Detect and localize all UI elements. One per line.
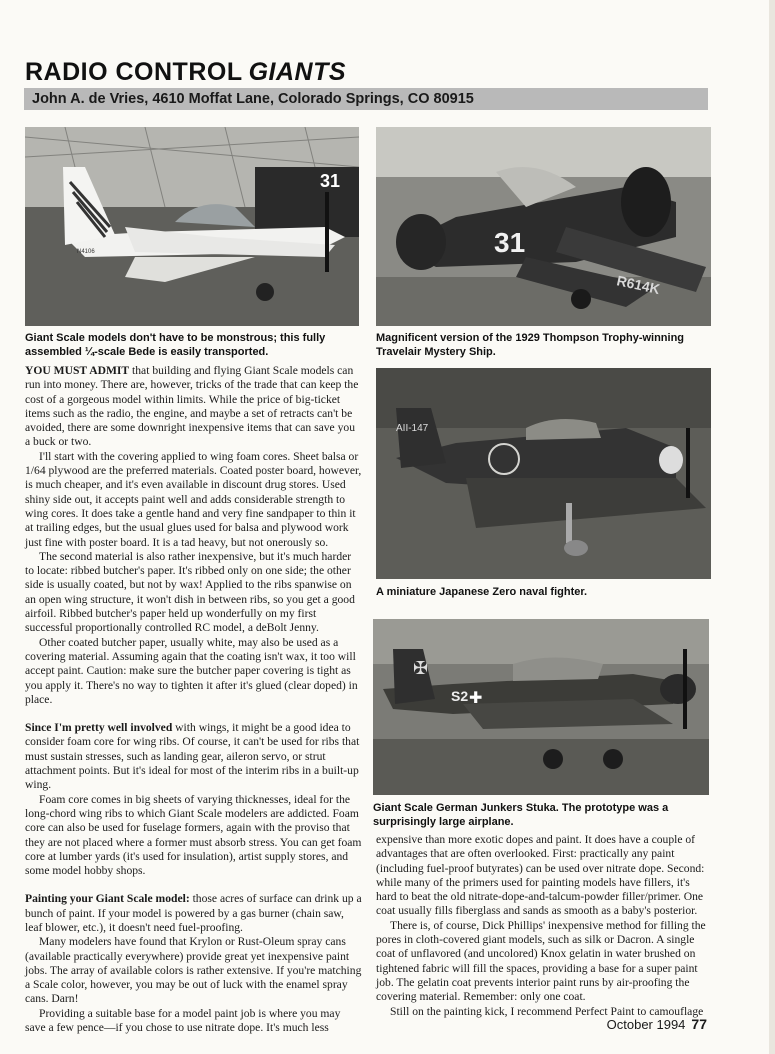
para-butcher-paper: The second material is also rather inexpensive, but it's much harder to locate: ribbed butcher's paper. It's ribbed only on one side; the other side is usually coated, but not by wax! Applied to the ribs spanwise on an open wing structure, it won't dish in between ribs, so you get a good airfoil. Ribbed butcher's paper held up wonderfully on my first successful proportionally controlled RC model, a deBolt Jenny.	[25, 549, 355, 635]
page-edge	[769, 0, 775, 1054]
caption-mystery-ship: Magnificent version of the 1929 Thompson Trophy-winning Travelair Mystery Ship.	[376, 332, 685, 358]
para-painting	[25, 892, 362, 935]
title-main: RADIO CONTROL	[25, 58, 243, 86]
article-right-column	[376, 833, 713, 1019]
caption-stuka: Giant Scale German Junkers Stuka. The prototype was a surprisingly large airplane.	[373, 802, 669, 828]
photo-mystery-ship	[376, 127, 711, 326]
para-wings-lead: Since I'm pretty well involved	[25, 721, 173, 735]
title-italic: GIANTS	[248, 58, 347, 86]
photo-bede-marking-reg: N4106	[77, 249, 95, 255]
photo-stuka-marking: S2	[451, 688, 469, 704]
page-title	[25, 58, 346, 87]
photo-mystery-marking-reg: R614K	[615, 272, 662, 297]
caption-bede: Giant Scale models don't have to be monstrous; this fully assembled ¼-scale Bede is easily transported.	[25, 332, 326, 358]
photo-bede	[25, 127, 359, 326]
caption-zero: A miniature Japanese Zero naval fighter.	[376, 586, 588, 598]
author-byline: John A. de Vries, 4610 Moffat Lane, Colorado Springs, CO 80915	[24, 88, 708, 110]
photo-stuka	[373, 619, 709, 795]
photo-stuka-cross: ✚	[469, 688, 483, 707]
photo-zero	[376, 368, 711, 579]
page-number: 77	[691, 1016, 707, 1032]
para-perfect-paint: Still on the painting kick, I recommend Perfect Paint to camouflage	[390, 1004, 704, 1018]
issue-date: October 1994	[606, 1017, 686, 1032]
para-spray-cans: Many modelers have found that Krylon or Rust-Oleum spray cans (available practically everywhere) provide great yet inexpensive paint jobs. The array of available colors is rather extensive. If you're matching a Scale color, however, you may be out of luck with the enamel spray cans. Darn!	[25, 935, 362, 1006]
photo-zero-marking: AII-147	[396, 423, 429, 434]
photo-mystery-marking-31: 31	[494, 227, 526, 258]
para-nitrate-dope: Providing a suitable base for a model paint job is where you may save a few pence—if you chose to use nitrate dope. It's much less	[25, 1006, 341, 1035]
article-left-column	[25, 364, 362, 1035]
para-wings-text: with wings, it might be a good idea to consider foam core for wing ribs. Of course, it can't be used for ribs that must sustain stresses, such as landing gear, aileron servo, or strut attachment points. But it's ideal for most of the interim ribs in a built-up wing.	[25, 721, 360, 792]
para-dope-advantages: expensive than more exotic dopes and paint. It does have a couple of advantages that are often overlooked. First: practically any paint (including fuel-proof butyrates) can be used over nitrate dope. Second: while many of the primers used for painting models have fillers, it's hard to beat the old nitrate-dope-and-talcum-powder filler/primer. One coat usually fills fiberglass and sands as smooth as a baby's posterior.	[376, 833, 705, 918]
para-painting-text: those acres of surface can drink up a bunch of paint. If your model is powered by a gas burner (chain saw, leaf blower, etc.), it doesn't need fuel-proofing.	[25, 892, 362, 934]
para-wings	[25, 721, 362, 792]
para-intro	[25, 364, 362, 450]
para-intro-text: that building and flying Giant Scale models can run into money. There are, however, tricks of the trade that can keep the cost of a gorgeous model within limits. While the price of big-ticket items such as the radio, the engine, and maybe a set of retracts can't be avoided, there are some downright inexpensive items that can save you a buck or two.	[25, 364, 359, 449]
para-foam-core: Foam core comes in big sheets of varying thicknesses, ideal for the long-chord wing ribs to which Giant Scale modelers are addicted. Foam core can also be used for fuselage formers, again with the proviso that they are not placed where a former must absorb stress. You can get foam core at lumber yards (it's used for insulation), artist supply stores, and some model hobby shops.	[25, 792, 362, 878]
para-coated-paper: Other coated butcher paper, usually white, may also be used as a covering material. Assuming again that the coating isn't wax, it too will accept paint. Caution: make sure the butcher paper covering is tight as you apply it. There's no way to tighten it after it's glued (clear doped) in place.	[25, 635, 358, 706]
para-painting-lead: Painting your Giant Scale model:	[25, 892, 190, 906]
photo-stuka-swastika: ✠	[413, 658, 429, 679]
para-poster-board: I'll start with the covering applied to wing foam cores. Sheet balsa or 1/64 plywood are the preferred materials. Coated poster board, however, is much cheaper, and it's even available in discount drug stores. Used shiny side out, it accepts paint well and adds considerable strength to wing cores. It does take a gentle hand and very fine sandpaper to thin it at trailing edges, but the usual glues used for balsa and plywood work just fine with poster board. It is a tad heavy, but not onerously so.	[25, 449, 362, 549]
para-intro-lead: YOU MUST ADMIT	[25, 364, 130, 377]
para-gelatin: There is, of course, Dick Phillips' inexpensive method for filling the pores in cloth-covered giant models, such as silk or Dacron. A single coat of unflavored (and uncolored) Knox gelatin in water brushed on tightened fabric will fill the spaces, providing a base for a super paint job. The gelatin coat prevents interior paint runs by air-proofing the covering material. Remember: only one coat.	[376, 918, 706, 1004]
photo-bede-marking-31: 31	[320, 171, 341, 191]
page-footer	[607, 1016, 707, 1032]
